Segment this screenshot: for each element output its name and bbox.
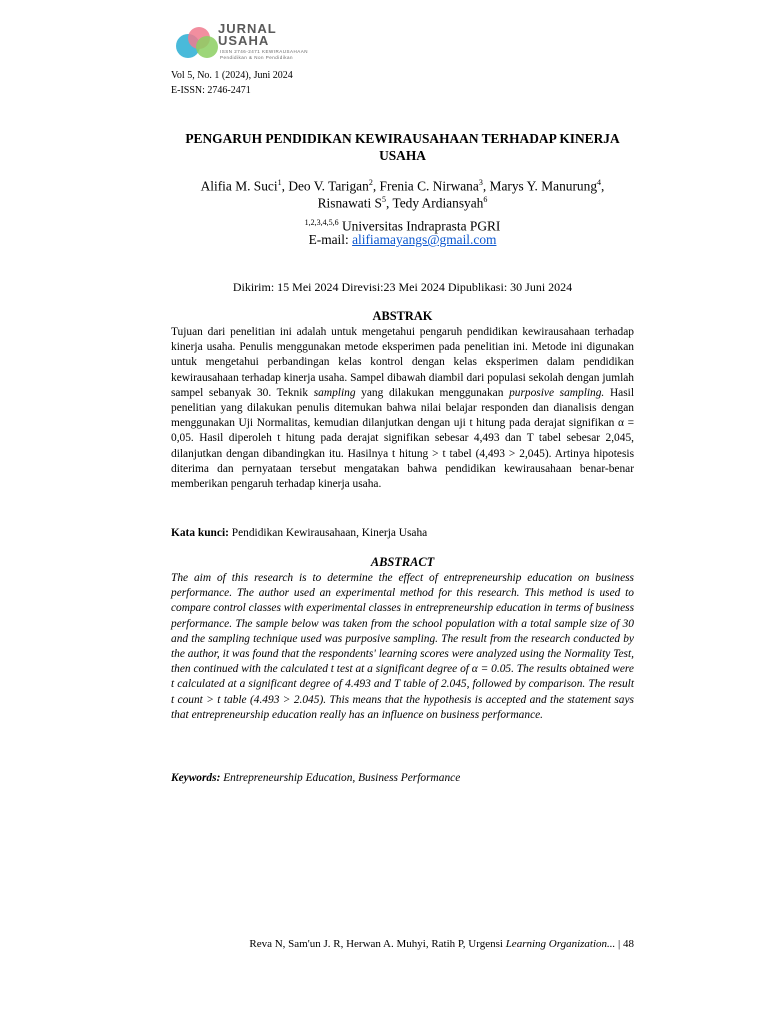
email-link[interactable]: alifiamayangs@gmail.com — [352, 232, 497, 247]
author-sup: 4 — [597, 178, 602, 187]
logo-title-line2: USAHA — [218, 33, 270, 48]
kata-kunci-label: Kata kunci: — [171, 527, 229, 539]
author-line-2: Risnawati $S^5$, Tedy Ardiansyah$^6$ — [317, 195, 488, 211]
paper-title-line1: PENGARUH PENDIDIKAN KEWIRAUSAHAAN TERHADAP KINERJA — [185, 131, 620, 146]
keywords-label: Keywords: — [171, 772, 221, 784]
author-name: Frenia C. Nirwana — [379, 178, 479, 194]
footer-citation: Reva N, Sam'un J. R, Herwan A. Muhyi, Ratih P, Urgensi — [249, 938, 506, 950]
logo-circles-icon — [176, 24, 222, 60]
eissn-info: E-ISSN: 2746-2471 — [171, 85, 251, 96]
author-sup: 6 — [483, 195, 488, 204]
kata-kunci — [171, 526, 634, 541]
kata-kunci-value: Pendidikan Kewirausahaan, Kinerja Usaha — [228, 527, 428, 539]
email-line — [171, 231, 634, 248]
author-line-1: Alifia M. Suci$^1$, Deo V. Tarigan$^2$, Frenia C. Nirwana$^3$, Marys Y. Manurung$^4$, — [200, 178, 605, 194]
abstrak-italic-1: sampling — [313, 386, 356, 399]
paper-title-line2: USAHA — [379, 148, 426, 163]
logo-title-line1: JURNAL — [218, 21, 277, 36]
abstrak-italic-2: purposive sampling. — [509, 386, 605, 399]
affiliation-sup: 1,2,3,4,5,6 — [304, 218, 339, 227]
submission-dates: Dikirim: 15 Mei 2024 Direvisi:23 Mei 2024 Dipublikasi: 30 Juni 2024 — [232, 280, 573, 294]
author-name: Deo V. Tarigan — [288, 178, 369, 194]
author-name: Alifia M. Suci — [200, 178, 278, 194]
volume-info: Vol 5, No. 1 (2024), Juni 2024 — [171, 70, 293, 81]
abstrak-text-2: yang dilakukan menggunakan — [355, 386, 510, 399]
email-label: E-mail: — [308, 232, 349, 247]
page-footer — [249, 938, 634, 950]
paper-title — [171, 130, 634, 164]
footer-citation-italic: Learning Organization... — [505, 938, 616, 950]
author-sup: 1 — [277, 178, 282, 187]
keywords-value: Entrepreneurship Education, Business Performance — [220, 772, 461, 784]
abstrak-text-1: Tujuan dari penelitian ini adalah untuk mengetahui pengaruh pendidikan kewirausahaan terhadap kinerja usaha. Penulis menggunakan metode eksperimen pada penelitian ini. Metode ini digunakan untuk mengetahui perbandingan kelas kontrol dengan kelas eksperimen dalam pendidikan kewirausahaan terhadap kinerja usaha. Sampel dibawah diambil dari populasi sekolah dengan jumlah sampel sebanyak 30. Teknik — [171, 326, 634, 399]
abstrak-text-3: Hasil penelitian yang dilakukan penulis ditemukan bahwa nilai belajar responden dan dianalisis dengan menggunakan Uji Normalitas, kemudian dilanjutkan dengan uji t hitung pada derajat signifikan α = 0,05. Hasil diperoleh t hitung pada derajat signifikan sebesar 4,493 dan T tabel sebesar 2,045, dilanjutkan dengan dibandingkan itu. Hasilnya t hitung > t tabel (4,493 > 2,045). Artinya hipotesis diterima dan pernyataan tersebut mengatakan bahwa pendidikan kewirausahaan benar-benar memberikan pengaruh terhadap kinerja usaha. — [171, 386, 634, 491]
journal-logo — [176, 22, 311, 64]
author-sup: 2 — [368, 178, 373, 187]
abstract-body: The aim of this research is to determine the effect of entrepreneurship education on business performance. The author used an experimental method for this research. This method is used to compare control classes with experimental classes in entrepreneurship education in terms of business performance. The sample below was taken from the school population with a total sample size of 30 and the sampling technique used was purposive sampling. The result from the research conducted by the author, it was found that the respondents' learning scores were analyzed using the Normality Test, then continued with the calculated t test at a significant degree of α = 0.05. The results obtained were t calculated at a significant degree of 4.493 and T table of 2.045, followed by comparison. The result t count > t table (4.493 > 2.045). This means that the hypothesis is accepted and the statement says that entrepreneurship education really has an influence on business performance. — [171, 572, 634, 721]
logo-subtitle-line1: ISSN 2746-2471 KEWIRAUSAHAAN — [220, 49, 309, 54]
author-sup: 5 — [381, 195, 386, 204]
author-sup: 3 — [478, 178, 483, 187]
page-number: | 48 — [615, 938, 634, 950]
keywords — [171, 771, 634, 786]
logo-subtitle-line2: Pendidikan & Non Pendidikan — [220, 55, 294, 60]
author-name: Tedy Ardiansyah — [392, 195, 484, 211]
author-name: Marys Y. Manurung — [489, 178, 598, 194]
author-name: Risnawati S — [317, 195, 382, 211]
abstrak-heading: ABSTRAK — [372, 309, 433, 323]
abstrak-body — [171, 325, 634, 492]
abstract-heading: ABSTRACT — [370, 555, 435, 569]
affiliation-name: Universitas Indraprasta PGRI — [341, 218, 501, 234]
